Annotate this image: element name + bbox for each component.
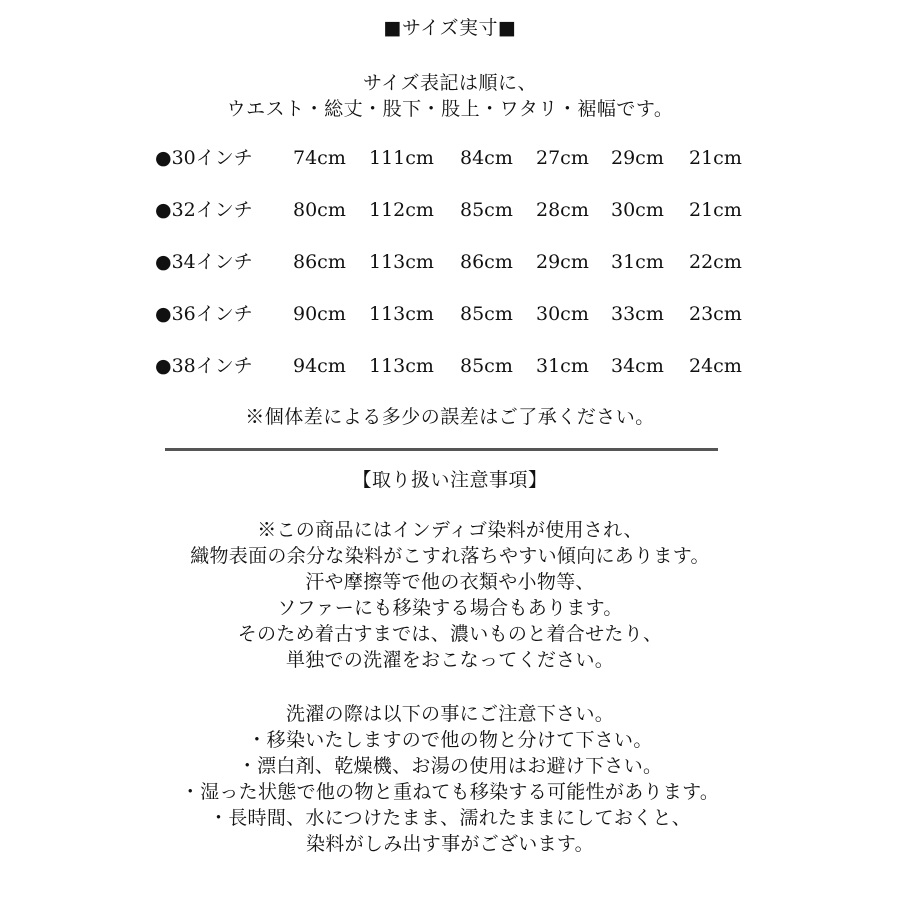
waist-value: 74cm xyxy=(293,147,346,169)
total-length-value: 113cm xyxy=(369,251,434,273)
waist-value: 80cm xyxy=(293,199,346,221)
care-paragraph-washing xyxy=(0,701,900,857)
hem-width-value: 21cm xyxy=(689,199,742,221)
size-intro-line-2: ウエスト・総丈・股下・股上・ワタリ・裾幅です。 xyxy=(226,98,674,120)
care-text-line: 単独での洗濯をおこなってください。 xyxy=(285,649,615,671)
size-label: ●34インチ xyxy=(155,251,253,273)
care-text-line: ・移染いたしますので他の物と分けて下さい。 xyxy=(247,729,653,751)
inseam-value: 85cm xyxy=(460,199,513,221)
size-intro-line-1: サイズ表記は順に、 xyxy=(363,72,537,94)
size-label: ●32インチ xyxy=(155,199,253,221)
total-length-value: 113cm xyxy=(369,355,434,377)
inseam-value: 85cm xyxy=(460,355,513,377)
care-text-line: 織物表面の余分な染料がこすれ落ちやすい傾向にあります。 xyxy=(190,545,710,567)
waist-value: 94cm xyxy=(293,355,346,377)
rise-value: 31cm xyxy=(536,355,589,377)
total-length-value: 113cm xyxy=(369,303,434,325)
thigh-value: 29cm xyxy=(611,147,664,169)
hem-width-value: 21cm xyxy=(689,147,742,169)
hem-width-value: 22cm xyxy=(689,251,742,273)
hem-width-value: 24cm xyxy=(689,355,742,377)
section-divider xyxy=(165,448,718,451)
thigh-value: 33cm xyxy=(611,303,664,325)
thigh-value: 31cm xyxy=(611,251,664,273)
size-row-38 xyxy=(155,352,755,404)
size-row-36 xyxy=(155,300,755,352)
rise-value: 29cm xyxy=(536,251,589,273)
inseam-value: 86cm xyxy=(460,251,513,273)
care-title: 【取り扱い注意事項】 xyxy=(352,469,548,491)
care-text-line: ・湿った状態で他の物と重ねても移染する可能性があります。 xyxy=(180,781,720,803)
care-text-line: 染料がしみ出す事がございます。 xyxy=(306,833,594,855)
care-paragraph-dye xyxy=(0,517,900,673)
care-text-line: 汗や摩擦等で他の衣類や小物等、 xyxy=(305,571,595,593)
care-text-line: ・漂白剤、乾燥機、お湯の使用はお避け下さい。 xyxy=(237,755,663,777)
size-row-30 xyxy=(155,144,755,196)
size-title: ■サイズ実寸■ xyxy=(383,17,517,39)
rise-value: 28cm xyxy=(536,199,589,221)
rise-value: 30cm xyxy=(536,303,589,325)
total-length-value: 111cm xyxy=(369,147,434,169)
size-label: ●30インチ xyxy=(155,147,253,169)
size-table xyxy=(155,144,755,404)
size-row-32 xyxy=(155,196,755,248)
total-length-value: 112cm xyxy=(369,199,434,221)
inseam-value: 85cm xyxy=(460,303,513,325)
size-label: ●38インチ xyxy=(155,355,253,377)
hem-width-value: 23cm xyxy=(689,303,742,325)
waist-value: 90cm xyxy=(293,303,346,325)
care-text-line: ・長時間、水につけたまま、濡れたままにしておくと、 xyxy=(208,807,692,829)
inseam-value: 84cm xyxy=(460,147,513,169)
thigh-value: 30cm xyxy=(611,199,664,221)
size-label: ●36インチ xyxy=(155,303,253,325)
waist-value: 86cm xyxy=(293,251,346,273)
size-variance-note: ※個体差による多少の誤差はご了承ください。 xyxy=(245,406,655,428)
care-text-line: そのため着古すまでは、濃いものと着合せたり、 xyxy=(237,623,663,645)
care-text-line: 洗濯の際は以下の事にご注意下さい。 xyxy=(285,703,615,725)
size-row-34 xyxy=(155,248,755,300)
care-text-line: ソファーにも移染する場合もあります。 xyxy=(277,597,623,619)
thigh-value: 34cm xyxy=(611,355,664,377)
rise-value: 27cm xyxy=(536,147,589,169)
care-text-line: ※この商品にはインディゴ染料が使用され、 xyxy=(257,519,643,541)
